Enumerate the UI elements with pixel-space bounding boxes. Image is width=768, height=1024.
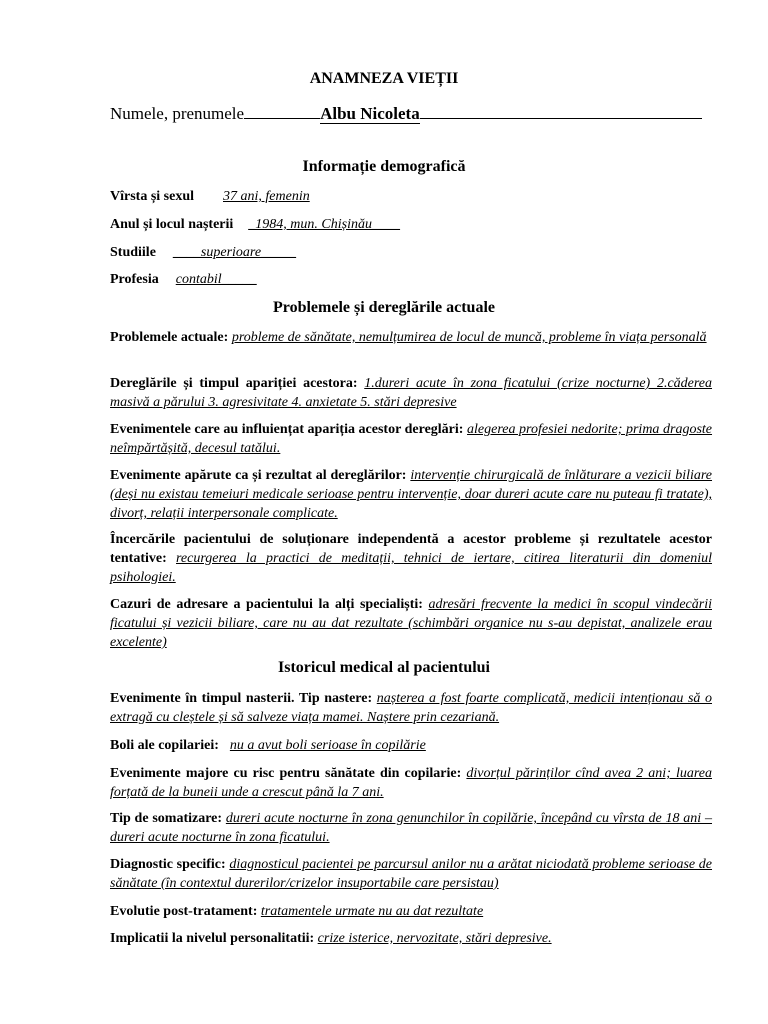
item-value: 1.dureri acute în zona ficatului (crize nocturne) 2.căderea masivă a părului 3. agresivitate 4. anxietate 5. stări depresive [110, 376, 713, 410]
item-label: Dereglările și timpul apariției acestora: [110, 376, 358, 391]
item-value: probleme de sănătate, nemulțumirea de locul de muncă, probleme în viața personală [231, 330, 707, 345]
item-label: Cazuri de adresare a pacientului la alți specialiști: [110, 597, 423, 612]
item-value: nu a avut boli serioase în copilărie [229, 738, 426, 753]
item-label: Implicatii la nivelul personalitatii: [110, 931, 315, 946]
history-item [110, 902, 712, 921]
demographic-row-profession [110, 270, 257, 289]
item-value: nașterea a fost foarte complicată, medicii intenționau să o extragă cu cleștele și să salveze viața mamei. Naștere prin cezariană. [110, 691, 712, 725]
item-label: Evenimente în timpul nasterii. Tip nastere: [110, 691, 373, 706]
item-label: Evenimentele care au influiențat apariția acestor dereglări: [110, 422, 464, 437]
problem-item [110, 466, 712, 523]
section-heading-demographic: Informație demografică [302, 158, 466, 175]
problem-item [110, 595, 712, 652]
row-value: ____superioare_____ [172, 245, 297, 260]
name-blank-right [420, 100, 702, 119]
problem-item [110, 374, 712, 412]
section-heading-medical-history: Istoricul medical al pacientului [278, 659, 490, 676]
demographic-row-birth [110, 215, 400, 234]
name-value: Albu Nicoleta [320, 104, 420, 123]
row-value: contabil_____ [175, 272, 257, 287]
item-value: dureri acute nocturne în zona genunchilor în copilărie, începând cu vîrsta de 18 ani – dureri acute nocturne în zona ficatului. [110, 811, 712, 845]
item-label: Evolutie post-tratament: [110, 904, 258, 919]
demographic-row-age-sex [110, 187, 310, 206]
row-value: 37 ani, femenin [223, 189, 310, 204]
history-item [110, 809, 712, 847]
row-value: _1984, mun. Chișinău____ [248, 217, 400, 232]
item-value: alegerea profesiei nedorite; prima dragoste neîmpărtășită, decesul tatălui. [110, 422, 713, 456]
item-value: intervenție chirurgicală de înlăturare a vezicii biliare (deși nu existau temeiuri medicale serioase pentru intervenție, doar dureri acute care nu puteau fi tratate), divorț, relații interpersonale complicate. [110, 468, 713, 521]
item-label: Evenimente apărute ca și rezultat al dereglărilor: [110, 468, 407, 483]
item-label: Tip de somatizare: [110, 811, 223, 826]
history-item [110, 855, 712, 893]
item-value: diagnosticul pacientei pe parcursul anilor nu a arătat niciodată probleme serioase de sănătate (în contextul durerilor/crizelor insuportabile care persistau) [110, 857, 713, 891]
demographic-row-studies [110, 243, 296, 262]
history-item [110, 929, 712, 948]
item-label: Boli ale copilariei: [110, 738, 219, 753]
problem-item [110, 530, 712, 587]
item-value: tratamentele urmate nu au dat rezultate [260, 904, 484, 919]
item-label: Evenimente majore cu risc pentru sănătate din copilarie: [110, 766, 462, 781]
item-value: divorțul părinților cînd avea 2 ani; luarea forțată de la buneii unde a crescut până la 7 ani. [110, 766, 712, 800]
name-blank-left [244, 100, 320, 119]
history-item [110, 689, 712, 727]
item-value: adresări frecvente la medici în scopul vindecării ficatului și vezicii biliare, care nu au dat rezultate (schimbări organice nu s-au depistat, analizele erau excelente) [110, 597, 712, 650]
item-label: Problemele actuale: [110, 330, 229, 345]
section-heading-problems: Problemele și dereglările actuale [272, 299, 495, 316]
item-label: Diagnostic specific: [110, 857, 226, 872]
history-item [110, 736, 712, 755]
row-label: Profesia [110, 272, 159, 287]
row-label: Studiile [110, 245, 156, 260]
item-value: recurgerea la practici de meditații, tehnici de iertare, citirea literaturii din domeniul psihologiei. [110, 551, 712, 585]
history-item [110, 764, 712, 802]
name-field-line [110, 100, 702, 126]
problem-item [110, 328, 712, 347]
item-value: crize isterice, nervozitate, stări depresive. [317, 931, 552, 946]
page-title: ANAMNEZA VIEȚII [309, 70, 459, 87]
item-label: Încercările pacientului de soluționare independentă a acestor probleme și rezultatele acestor tentative: [110, 532, 712, 566]
name-label: Numele, prenumele [110, 104, 245, 123]
row-label: Vîrsta și sexul [110, 189, 194, 204]
row-label: Anul și locul nașterii [110, 217, 234, 232]
problem-item [110, 420, 712, 458]
